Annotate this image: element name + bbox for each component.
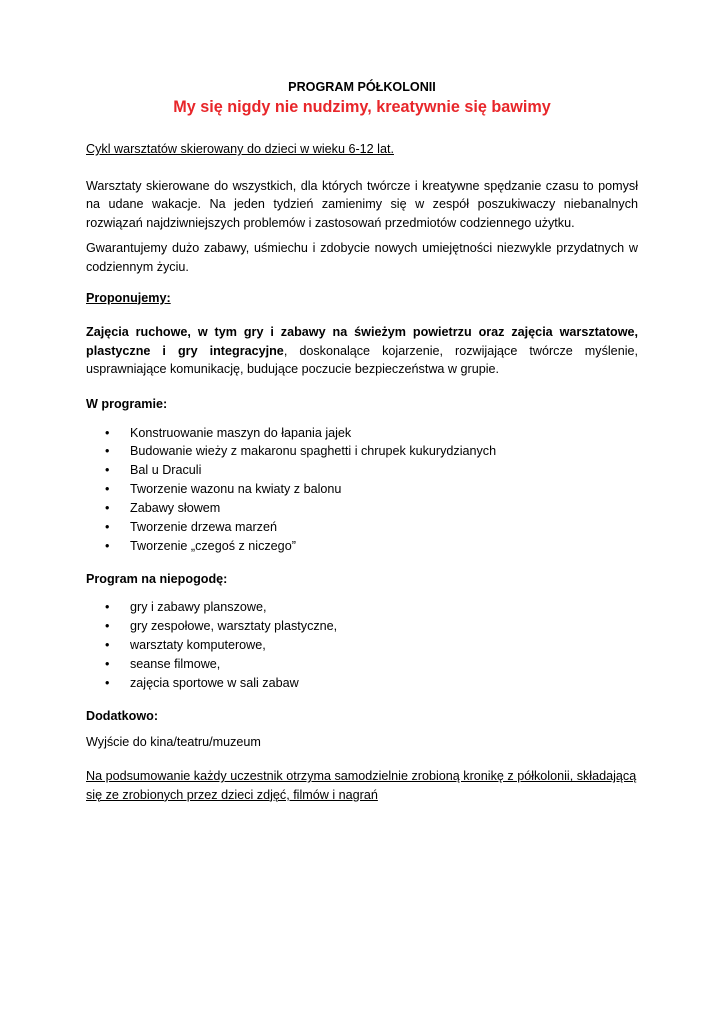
bullet-icon: • [105, 520, 110, 535]
program-heading: W programie: [86, 396, 168, 411]
bullet-icon: • [105, 501, 110, 516]
bullet-icon: • [105, 538, 110, 553]
bullet-icon: • [105, 444, 110, 459]
bullet-icon: • [105, 463, 110, 478]
proposal-paragraph [86, 323, 638, 379]
list-item: • Zabawy słowem [86, 499, 638, 518]
proposal-bold-text: Zajęcia ruchowe, w tym gry i zabawy na świeżym powietrzu oraz zajęcia warsztatowe, plastyczne i gry integracyjne [86, 325, 638, 358]
bullet-icon: • [105, 676, 110, 691]
bullet-icon: • [105, 425, 110, 440]
list-item: • seanse filmowe, [86, 655, 638, 674]
list-item: • Tworzenie „czegoś z niczego” [86, 537, 638, 556]
closing-text: Na podsumowanie każdy uczestnik otrzyma samodzielnie zrobioną kronikę z półkolonii, składającą się ze zrobionych przez dzieci zdjęć, filmów i nagrań [86, 769, 637, 802]
document-title: My się nigdy nie nudzimy, kreatywnie się bawimy [173, 98, 551, 116]
bullet-icon: • [105, 638, 110, 653]
extra-text: Wyjście do kina/teatru/muzeum [86, 734, 261, 749]
list-item: • Tworzenie wazonu na kwiaty z balonu [86, 480, 638, 499]
bullet-icon: • [105, 600, 110, 615]
paragraph-2: Gwarantujemy dużo zabawy, uśmiechu i zdobycie nowych umiejętności niezwykle przydatnych w codziennym życiu. [86, 241, 638, 274]
list-item: • gry zespołowe, warsztaty plastyczne, [86, 617, 638, 636]
list-item: • warsztaty komputerowe, [86, 636, 638, 655]
bullet-icon: • [105, 657, 110, 672]
bad-weather-heading: Program na niepogodę: [86, 571, 228, 586]
list-item: • Tworzenie drzewa marzeń [86, 518, 638, 537]
paragraph-1: Warsztaty skierowane do wszystkich, dla których twórcze i kreatywne spędzanie czasu to pomysł na udane wakacje. Na jeden tydzień zamienimy się w zespół poszukiwaczy niebanalnych rozwiązań najdziwniejszych problemów i zastosowań przedmiotów codziennego użytku. [86, 178, 638, 230]
list-item: • Bal u Draculi [86, 461, 638, 480]
intro-text: Cykl warsztatów skierowany do dzieci w wieku 6-12 lat. [86, 142, 394, 156]
list-item: • Konstruowanie maszyn do łapania jajek [86, 424, 638, 443]
list-item: • gry i zabawy planszowe, [86, 598, 638, 617]
extra-heading: Dodatkowo: [86, 709, 159, 723]
program-list [86, 424, 638, 556]
proposal-heading: Proponujemy: [86, 290, 171, 305]
bullet-icon: • [105, 482, 110, 497]
bullet-icon: • [105, 619, 110, 634]
document-label: PROGRAM PÓŁKOLONII [288, 80, 436, 94]
bad-weather-list [86, 598, 638, 693]
document-body [86, 78, 638, 804]
proposal-rest-text: , doskonalące kojarzenie, rozwijające twórcze myślenie, usprawniające komunikację, budujące poczucie bezpieczeństwa w grupie. [86, 343, 638, 377]
list-item: • zajęcia sportowe w sali zabaw [86, 674, 638, 693]
list-item: • Budowanie wieży z makaronu spaghetti i chrupek kukurydzianych [86, 442, 638, 461]
